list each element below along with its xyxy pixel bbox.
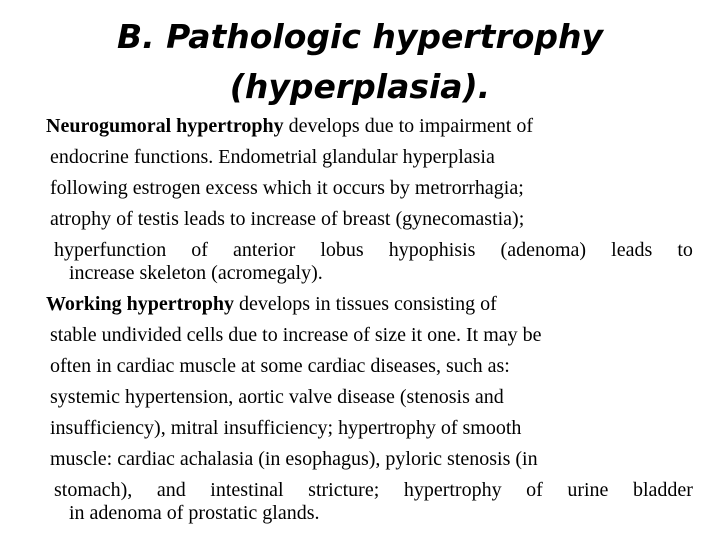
para2-lead: Working hypertrophy [46, 293, 234, 315]
para1-line-5 [54, 238, 693, 262]
para2-line-7-word: stricture; [308, 479, 380, 501]
para2-line-2: stable undivided cells due to increase of size it one. It may be [50, 324, 542, 346]
para1-line-1 [46, 114, 533, 138]
para1-line-5-word: anterior [233, 239, 296, 261]
para1-line-3: following estrogen excess which it occurs by metrorrhagia; [50, 177, 524, 199]
para1-line-5-word: lobus [320, 239, 364, 261]
para2-line-7-word: intestinal [210, 479, 284, 501]
para2-line-4: systemic hypertension, aortic valve disease (stenosis and [50, 386, 504, 408]
para1-line-2: endocrine functions. Endometrial glandular hyperplasia [50, 146, 495, 168]
para2-line-1 [46, 292, 497, 316]
para1-line-5-word: of [191, 239, 208, 261]
title-line-1: B. Pathologic hypertrophy [116, 17, 604, 56]
para2-line-7-word: urine [567, 479, 609, 501]
para2-line-6: muscle: cardiac achalasia (in esophagus), pyloric stenosis (in [50, 448, 538, 470]
para2-line-7 [54, 478, 693, 502]
para1-line-5-word: hyperfunction [54, 239, 167, 261]
para2-line-7-word: hypertrophy [403, 479, 502, 501]
para2-line-5: insufficiency), mitral insufficiency; hypertrophy of smooth [50, 417, 522, 439]
para1-line-6: increase skeleton (acromegaly). [69, 262, 323, 284]
para2-line-7-word: of [526, 479, 543, 501]
para2-line-7-word: bladder [632, 479, 693, 501]
para1-line-5-word: leads [611, 239, 653, 261]
para1-line-5-word: to [677, 239, 693, 261]
para2-line-7-word: and [156, 479, 186, 501]
para1-line-5-word: (adenoma) [500, 239, 587, 261]
para2-line-1-text: develops in tissues consisting of [234, 293, 497, 315]
para2-line-7-word: stomach), [54, 479, 133, 501]
para2-line-3: often in cardiac muscle at some cardiac diseases, such as: [50, 355, 510, 377]
slide-title [0, 12, 720, 112]
para1-line-4: atrophy of testis leads to increase of breast (gynecomastia); [50, 208, 525, 230]
para1-lead: Neurogumoral hypertrophy [46, 115, 284, 137]
para2-line-8: in adenoma of prostatic glands. [69, 502, 320, 524]
para1-line-5-word: hypophisis [388, 239, 476, 261]
title-line-2: (hyperplasia). [229, 67, 491, 106]
para1-line-1-text: develops due to impairment of [283, 115, 533, 137]
